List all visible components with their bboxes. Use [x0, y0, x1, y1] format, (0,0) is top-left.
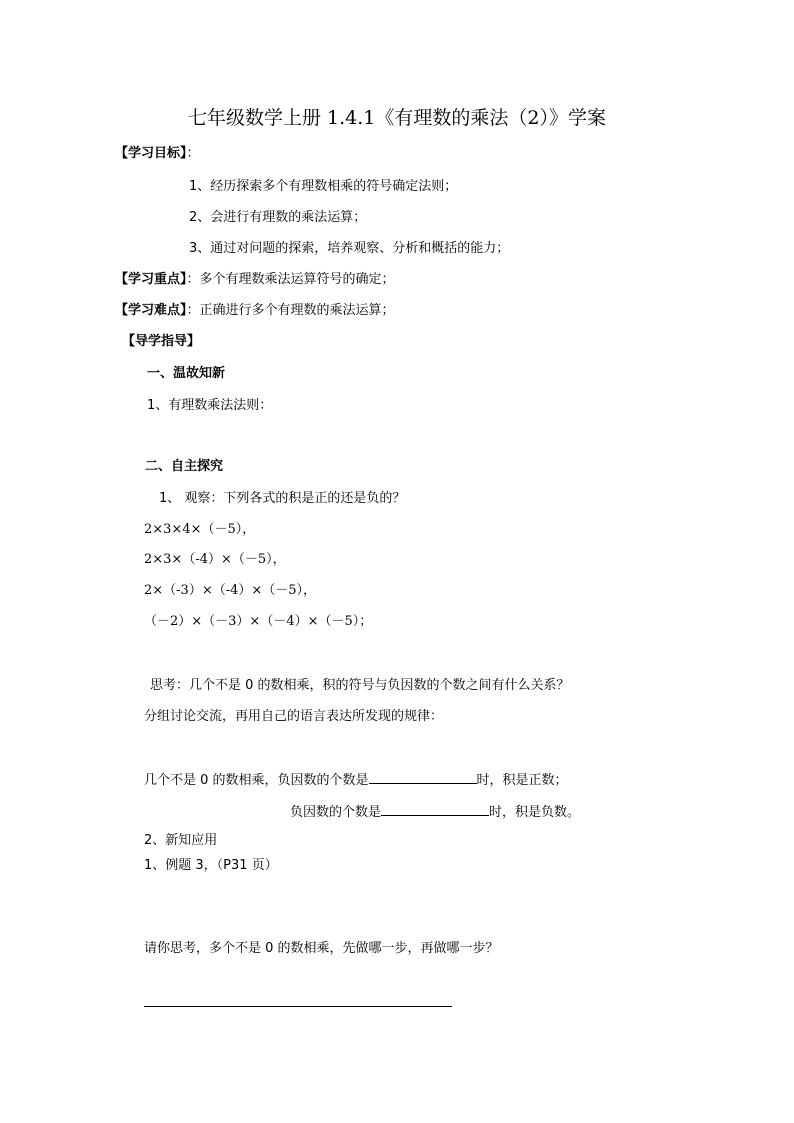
expression-2: 2×3×（-4）×（－5）， [144, 552, 286, 567]
page-title: 七年级数学上册 1.4.1《有理数的乘法（2）》学案 [188, 107, 606, 129]
expression-3: 2×（-3）×（-4）×（－5）， [144, 583, 317, 598]
rule-negative-suffix: 时，积是负数。 [489, 805, 581, 820]
example-reference: 1、例题 3，（P31 页） [144, 858, 278, 873]
difficulty [115, 302, 395, 320]
rule-positive-prefix: 几个不是 0 的数相乘，负因数的个数是 [144, 773, 369, 788]
objective-item-3: 3、通过对问题的探索，培养观察、分析和概括的能力； [189, 241, 510, 256]
discuss-instruction: 分组讨论交流，再用自己的语言表达所发现的规律： [144, 709, 444, 724]
expression-1: 2×3×4×（－5）， [144, 522, 256, 537]
key-point-text: ：多个有理数乘法运算符号的确定； [186, 272, 395, 287]
apply-question: 请你思考，多个不是 0 的数相乘，先做哪一步，再做哪一步？ [144, 941, 499, 956]
observe-question: 1、 观察：下列各式的积是正的还是负的？ [159, 491, 406, 506]
rule-negative-prefix: 负因数的个数是 [290, 805, 382, 820]
rule-negative [290, 801, 580, 822]
difficulty-text: ：正确进行多个有理数的乘法运算； [186, 303, 395, 318]
objective-item-2: 2、会进行有理数的乘法运算； [189, 210, 367, 225]
answer-line [144, 1006, 452, 1007]
difficulty-label: 【学习难点】 [115, 303, 187, 318]
key-point [115, 271, 395, 289]
key-point-label: 【学习重点】 [115, 272, 187, 287]
rule-positive [144, 769, 568, 790]
guide-heading: 【导学指导】 [122, 334, 201, 349]
explore-heading: 二、自主探究 [145, 459, 224, 474]
objectives-label: 【学习目标】 [115, 146, 187, 161]
objective-item-1: 1、经历探索多个有理数相乘的符号确定法则； [189, 179, 458, 194]
expression-4: （－2）×（－3）×（－4）×（－5）； [144, 614, 373, 629]
think-question: 思考：几个不是 0 的数相乘，积的符号与负因数的个数之间有什么关系？ [150, 678, 570, 693]
apply-heading: 2、新知应用 [144, 833, 218, 848]
rule-positive-suffix: 时，积是正数； [476, 773, 568, 788]
rule-negative-blank [381, 801, 489, 816]
rule-positive-blank [369, 769, 477, 784]
review-heading: 一、温故知新 [147, 366, 226, 381]
objectives-colon: ： [186, 146, 200, 161]
review-item: 1、有理数乘法法则： [147, 398, 273, 413]
objectives-heading [115, 145, 200, 163]
